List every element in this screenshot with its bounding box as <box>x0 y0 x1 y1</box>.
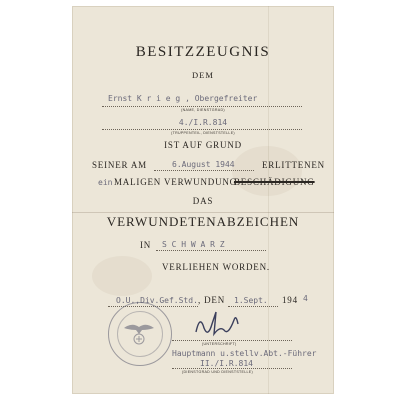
unit-caption: (TRUPPENTEIL, DIENSTSTELLE) <box>171 131 235 135</box>
name-dotted-line <box>102 106 302 107</box>
paper-stain <box>232 146 302 196</box>
year-printed: 194 <box>282 295 298 305</box>
signature-caption: (UNTERSCHRIFT) <box>202 342 237 346</box>
paper-fold-horizontal <box>72 212 334 213</box>
count-typed: ein <box>98 178 113 187</box>
verliehen-label: VERLIEHEN WORDEN. <box>162 262 270 272</box>
award-class: S C H W A R Z <box>162 240 225 249</box>
eagle-emblem-icon <box>108 302 170 364</box>
name-caption: (NAME, DIENSTGRAD) <box>181 108 225 112</box>
award-name: VERWUNDETENABZEICHEN <box>106 214 300 229</box>
maligen-label: MALIGEN VERWUNDUNG – <box>114 177 246 187</box>
certificate-sheet <box>72 6 334 394</box>
paper-stain <box>92 256 152 296</box>
erlittenen-label: ERLITTENEN <box>262 160 325 170</box>
official-stamp <box>108 302 172 366</box>
signer-rank-caption: (DIENSTGRAD UND DIENSTSTELLE) <box>182 370 253 374</box>
year-typed: 4 <box>303 294 308 303</box>
in-label: IN <box>140 240 152 250</box>
recipient-unit: 4./I.R.814 <box>178 118 228 127</box>
signer-unit: II./I.R.814 <box>200 359 253 368</box>
wound-date: 6.August 1944 <box>172 160 235 169</box>
document-title: BESITZZEUGNIS <box>135 44 271 60</box>
issue-place: O.U.,Div.Gef.Std. <box>116 296 198 305</box>
class-dotted-line <box>156 250 266 251</box>
dem-label: DEM <box>192 70 214 80</box>
den-label: , DEN <box>198 295 225 305</box>
issue-date: 1.Sept. <box>234 296 268 305</box>
ist-auf-grund: IST AUF GRUND <box>164 140 242 150</box>
seiner-am-label: SEINER AM <box>92 160 147 170</box>
signer-dotted-line <box>172 368 292 369</box>
signature-dotted-line <box>172 340 292 341</box>
das-label: DAS <box>192 196 214 206</box>
beschaedigung-struck: BESCHÄDIGUNG <box>234 177 315 187</box>
date-dotted-line <box>154 170 254 171</box>
recipient-name: Ernst K r i e g , Obergefreiter <box>108 94 258 103</box>
signer-title: Hauptmann u.stellv.Abt.-Führer <box>172 349 317 358</box>
unit-dotted-line <box>102 129 302 130</box>
handwritten-signature <box>190 306 250 342</box>
